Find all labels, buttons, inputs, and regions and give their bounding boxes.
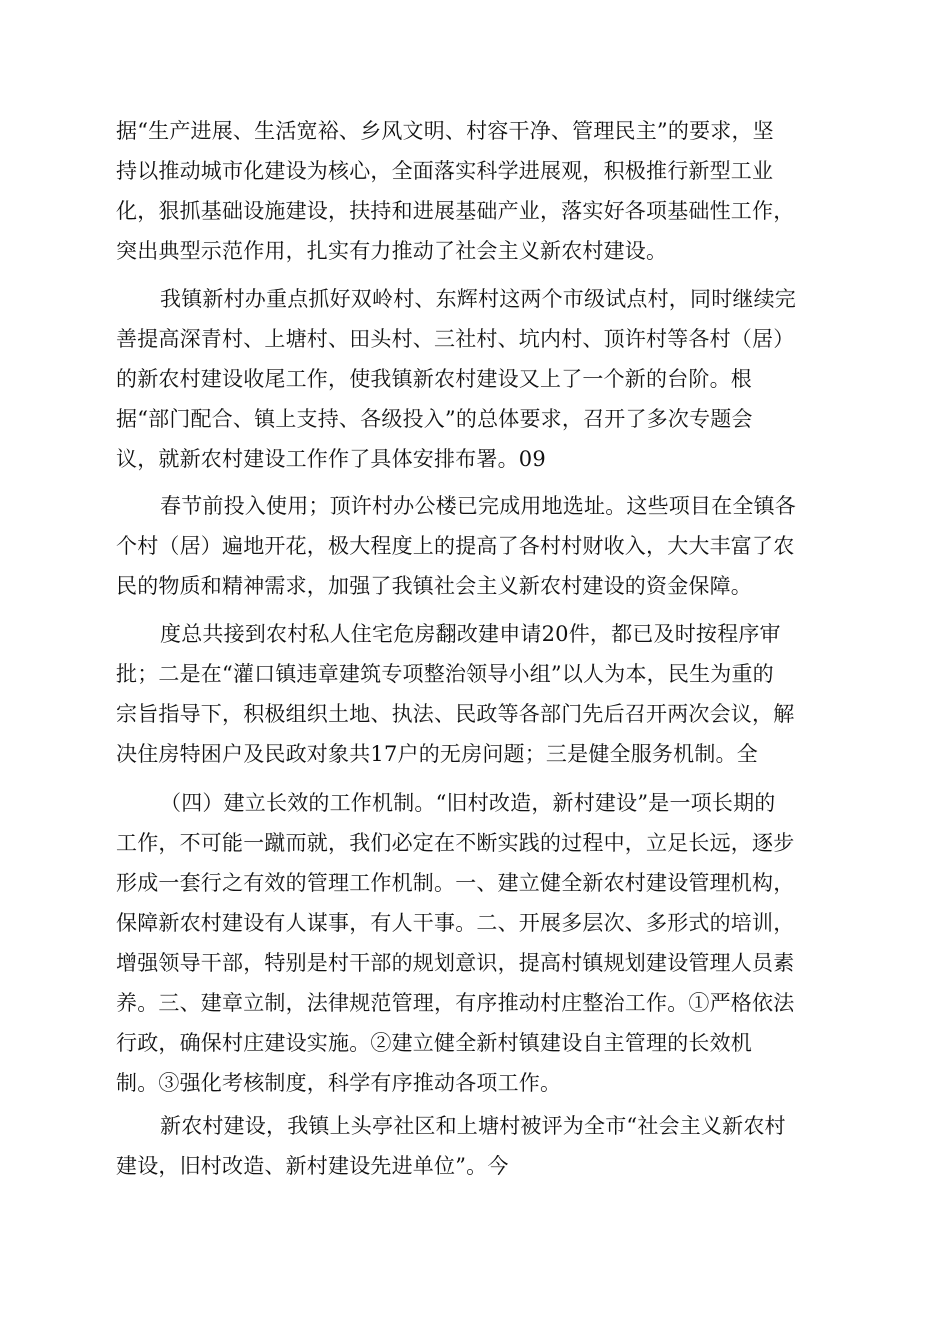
- paragraph-4: [116, 614, 836, 774]
- text-line: （四）建立长效的工作机制。“旧村改造，新村建设”是一项长期的: [160, 791, 776, 815]
- text-line: 建设，旧村改造、新村建设先进单位”。今: [116, 1154, 509, 1178]
- text-line: 议，就新农村建设工作作了具体安排布署。09: [116, 447, 546, 471]
- text-line: 工作，不可能一蹴而就，我们必定在不断实践的过程中，立足长远，逐步: [116, 831, 795, 855]
- text-line: 善提高深青村、上塘村、田头村、三社村、坑内村、顶许村等各村（居）: [116, 327, 795, 351]
- paragraph-6: [116, 1106, 836, 1186]
- text-line: 春节前投入使用；顶许村办公楼已完成用地选址。这些项目在全镇各: [160, 494, 796, 518]
- paragraph-3: [116, 486, 836, 606]
- text-line: 持以推动城市化建设为核心，全面落实科学进展观，积极推行新型工业: [116, 159, 774, 183]
- text-line: 我镇新村办重点抓好双岭村、东辉村这两个市级试点村，同时继续完: [160, 287, 796, 311]
- paragraph-5: [116, 783, 836, 1103]
- text-line: 度总共接到农村私人住宅危房翻改建申请20件，都已及时按程序审: [160, 622, 781, 646]
- text-line: 行政，确保村庄建设实施。②建立健全新村镇建设自主管理的长效机: [116, 1031, 752, 1055]
- text-line: 决住房特困户及民政对象共17户的无房问题；三是健全服务机制。全: [116, 742, 758, 766]
- text-line: 据“部门配合、镇上支持、各级投入”的总体要求，召开了多次专题会: [116, 407, 753, 431]
- text-line: 批；二是在“灌口镇违章建筑专项整治领导小组”以人为本，民生为重的: [116, 662, 774, 686]
- text-line: 的新农村建设收尾工作，使我镇新农村建设又上了一个新的台阶。根: [116, 367, 752, 391]
- text-line: 民的物质和精神需求，加强了我镇社会主义新农村建设的资金保障。: [116, 574, 752, 598]
- text-line: 形成一套行之有效的管理工作机制。一、建立健全新农村建设管理机构，: [116, 871, 795, 895]
- paragraph-2: [116, 279, 836, 479]
- text-line: 养。三、建章立制，法律规范管理，有序推动村庄整治工作。①严格依法: [116, 991, 795, 1015]
- text-line: 新农村建设，我镇上头亭社区和上塘村被评为全市“社会主义新农村: [160, 1114, 786, 1138]
- text-line: 化，狠抓基础设施建设，扶持和进展基础产业，落实好各项基础性工作，: [116, 199, 795, 223]
- text-line: 宗旨指导下，积极组织土地、执法、民政等各部门先后召开两次会议，解: [116, 702, 795, 726]
- text-line: 个村（居）遍地开花，极大程度上的提高了各村村财收入，大大丰富了农: [116, 534, 795, 558]
- text-line: 突出典型示范作用，扎实有力推动了社会主义新农村建设。: [116, 239, 668, 263]
- text-line: 据“生产进展、生活宽裕、乡风文明、村容干净、管理民主”的要求，坚: [116, 119, 774, 143]
- text-line: 增强领导干部，特别是村干部的规划意识，提高村镇规划建设管理人员素: [116, 951, 795, 975]
- text-line: 保障新农村建设有人谋事，有人干事。二、开展多层次、多形式的培训，: [116, 911, 795, 935]
- text-line: 制。③强化考核制度，科学有序推动各项工作。: [116, 1071, 562, 1095]
- paragraph-1: [116, 111, 836, 271]
